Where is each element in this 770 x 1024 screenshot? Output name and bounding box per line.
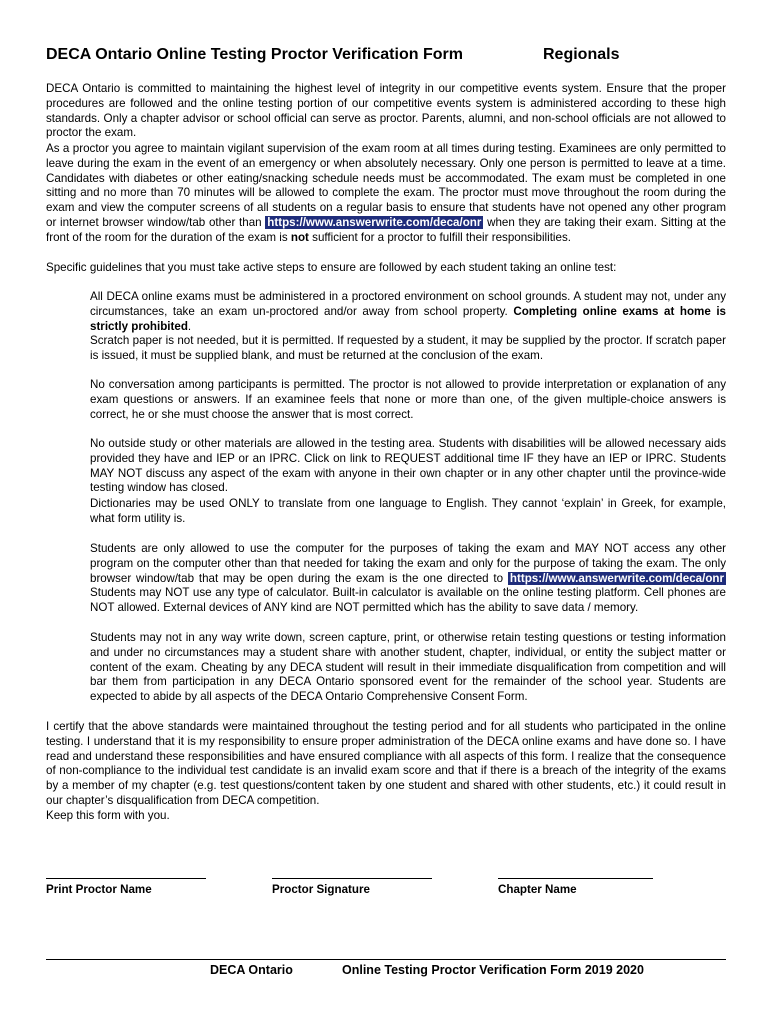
proctor-text-a: As a proctor you agree to maintain vigilant supervision of the exam room at all times during testing. Examinees are only permitted to leave during the exam in the event of an emergency or when absolutely necessary. Only one person is permitted to leave at a time. Candidates with diabetes or other eating/snacking schedule needs must be accommodated. The exam must be completed in one sitting and no more than 70 minutes will be allowed to complete the exam. The proctor must move throughout the room during the exam and view the computer screens of all students on a regular basis to ensure that students have not opened any other program or internet browser window/tab other than [46, 142, 726, 229]
footer-divider [46, 959, 726, 960]
exam-link[interactable]: https://www.answerwrite.com/deca/onr [267, 215, 482, 229]
guideline-computer-use [90, 542, 726, 616]
intro-paragraph: DECA Ontario is committed to maintaining the highest level of integrity in our competitive events system. Ensure that the proper procedures are followed and the online testing portion of our competitive events system is administered according to these high standards. Only a chapter advisor or school official can serve as proctor. Parents, alumni, and non-school officials are not allowed to proctor the exam. [46, 82, 726, 140]
guideline-1-text: All DECA online exams must be administered in a proctored environment on school grounds. A student may not, under any circumstances, take an exam un-proctored and/or away from school property. [90, 290, 726, 318]
proctor-duties-paragraph [46, 142, 726, 246]
print-proctor-name-label: Print Proctor Name [46, 883, 152, 896]
guideline-scratch-paper: Scratch paper is not needed, but it is permitted. If requested by a student, it may be supplied by the proctor. If scratch paper is issued, it must be supplied blank, and must be returned at the conclusion of the exam. [90, 334, 726, 362]
certification-paragraph: I certify that the above standards were maintained throughout the testing period and for all students who participated in the online testing. I understand that it is my responsibility to ensure proper administration of the DECA online exams and have done so. I have read and understand these responsibilities and have ensured compliance with all aspects of this form. I realize that the consequence of non-compliance to the individual test candidate is an invalid exam score and that if there is a breach of the integrity of the exams by a member of my chapter (e.g. test questions/content taken by one student and shared with other students, etc.) it could result in our chapter’s disqualification from DECA competition. [46, 720, 726, 807]
signature-line[interactable] [272, 878, 432, 879]
guideline-6-text-b: Students may NOT use any type of calculator. Built-in calculator is available on the online testing platform. Cell phones are NOT allowed. External devices of ANY kind are NOT permitted which has the ability to save data / memory. [90, 586, 726, 615]
form-title: DECA Ontario Online Testing Proctor Verification Form [46, 46, 463, 63]
keep-form-note: Keep this form with you. [46, 809, 170, 822]
guidelines-intro: Specific guidelines that you must take active steps to ensure are followed by each student taking an online test: [46, 261, 617, 274]
region-label: Regionals [543, 46, 620, 63]
guideline-6-text-a: Students are only allowed to use the computer for the purposes of taking the exam and MAY NOT access any other program on the computer other than that needed for taking the exam and only for the purpose of taking the exam. The only browser window/tab that may be open during the exam is the one directed to [90, 542, 726, 585]
footer-form-name: Online Testing Proctor Verification Form 2019 2020 [342, 963, 644, 977]
guideline-dictionaries: Dictionaries may be used ONLY to translate from one language to English. They cannot ‘explain’ in Greek, for example, what form utility is. [90, 497, 726, 525]
guideline-1-end: . [187, 319, 192, 333]
guideline-1-bold: Completing online exams at home is strictly prohibited [90, 304, 727, 333]
footer-org: DECA Ontario [210, 963, 293, 977]
guideline-proctored-environment [90, 290, 726, 334]
exam-link-2[interactable]: https://www.answerwrite.com/deca/onr [509, 571, 724, 585]
chapter-name-label: Chapter Name [498, 883, 577, 896]
proctor-text-c: sufficient for a proctor to fulfill their responsibilities. [308, 230, 571, 244]
print-name-line[interactable] [46, 878, 206, 879]
proctor-signature-label: Proctor Signature [272, 883, 370, 896]
guideline-no-conversation: No conversation among participants is permitted. The proctor is not allowed to provide interpretation or explanation of any exam questions or answers. If an examinee feels that none or more than one, of the given multiple-choice answers is correct, he or she must choose the answer that is most correct. [90, 378, 726, 421]
guideline-no-outside-materials: No outside study or other materials are allowed in the testing area. Students with disabilities will be allowed necessary aids provided they have and IEP or an IPRC. Click on link to REQUEST additional time IF they have an IEP or IPRC. Students MAY NOT discuss any aspect of the exam with anyone in their own chapter or in any other chapter until the province-wide testing window has closed. [90, 437, 726, 495]
guideline-no-retention: Students may not in any way write down, screen capture, print, or otherwise retain testing questions or testing information and under no circumstances may a student share with another student, chapter, individual, or entity the subject matter or content of the exam. Cheating by any DECA student will result in their immediate disqualification from competition and will bar them from participation in any DECA Ontario sponsored event for the remainder of the school year. Students are expected to abide by all aspects of the DECA Ontario Comprehensive Consent Form. [90, 631, 726, 704]
proctor-text-b: when they are taking their exam. Sitting at the front of the room for the duration of the exam is [46, 215, 726, 244]
header [46, 46, 726, 68]
proctor-bold-not: not [290, 230, 309, 244]
chapter-name-line[interactable] [498, 878, 653, 879]
